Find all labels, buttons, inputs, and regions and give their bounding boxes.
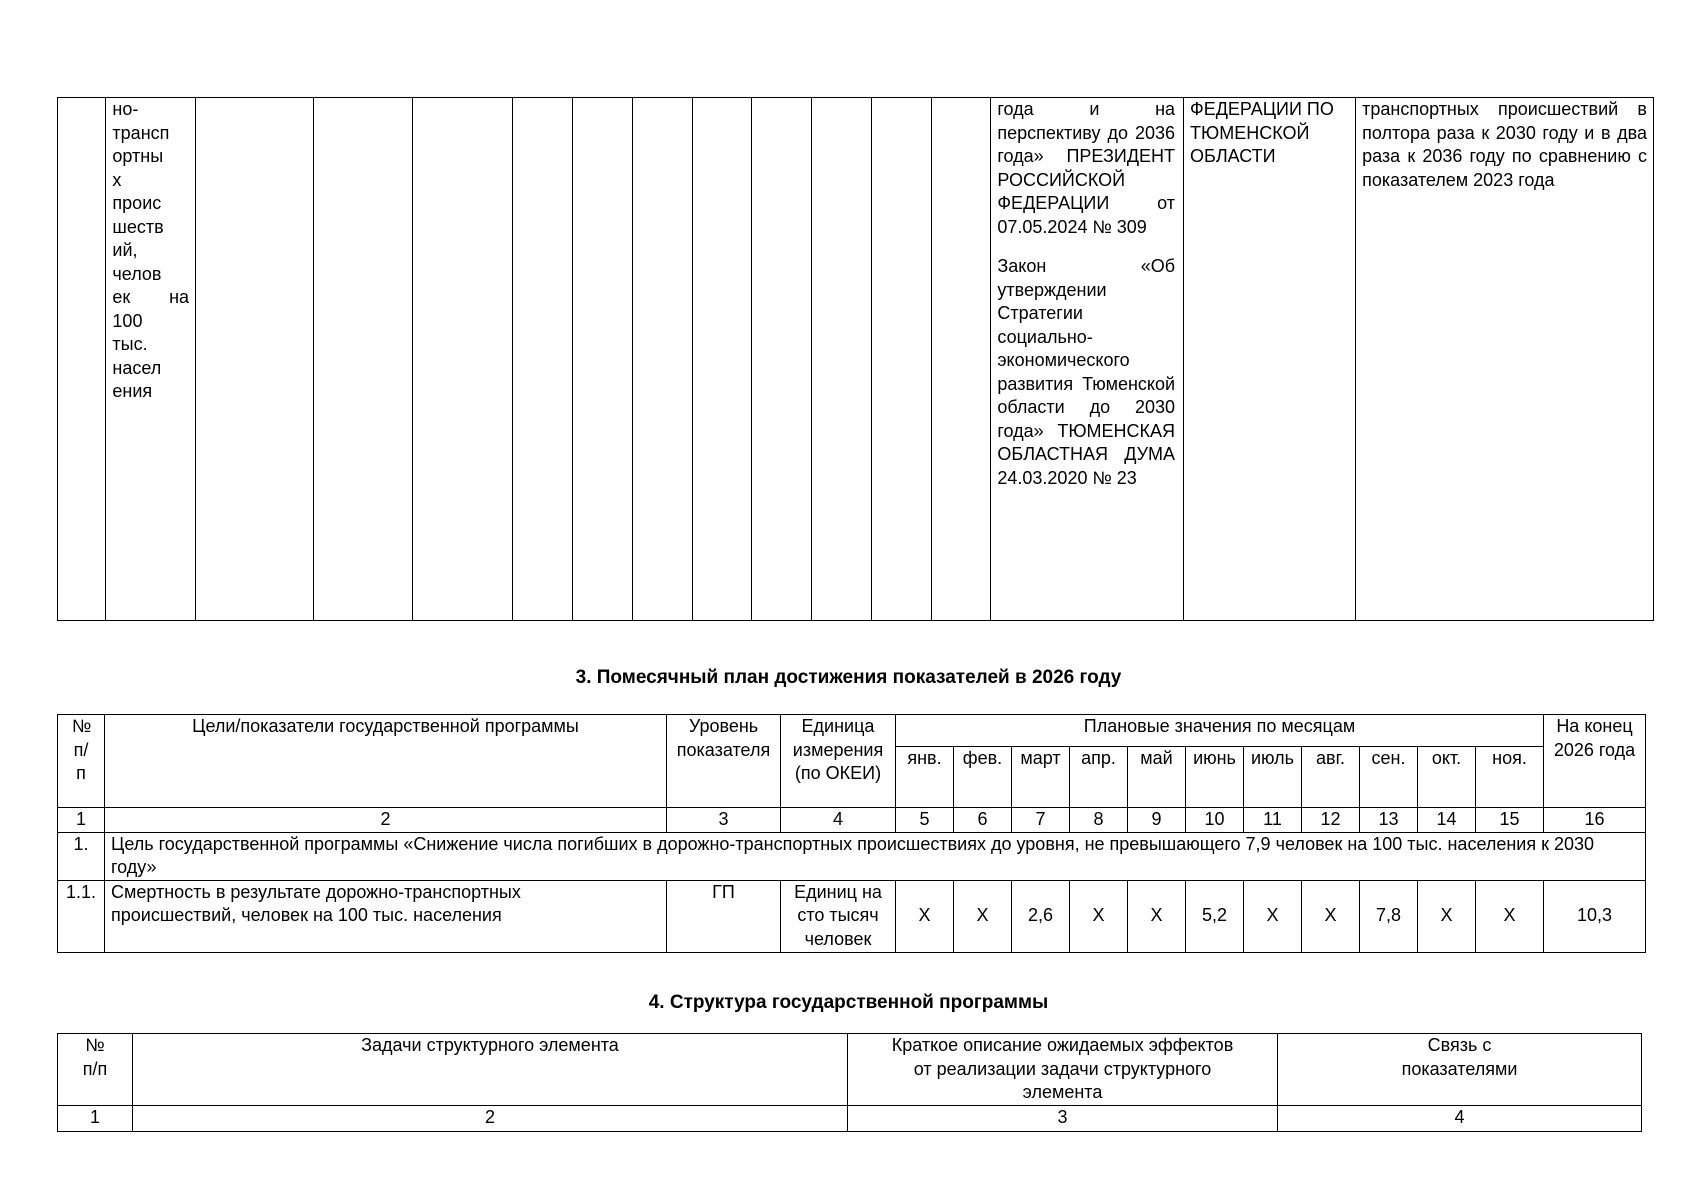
monthly-value: X bbox=[1476, 880, 1544, 952]
header-goals: Цели/показатели государственной программы bbox=[105, 715, 667, 808]
goal-text: Цель государственной программы «Снижение числа погибших в дорожно-транспортных происшествиях до уровня, не превышающего 7,9 человек на 100 тыс. населения к 2030 году» bbox=[105, 832, 1646, 880]
indicator-name-line: 100 bbox=[112, 310, 143, 331]
column-number: 11 bbox=[1244, 808, 1302, 833]
monthly-value: X bbox=[896, 880, 954, 952]
column-number: 1 bbox=[58, 808, 105, 833]
header-unit: Единица измерения (по ОКЕИ) bbox=[781, 715, 896, 808]
month-header: март bbox=[1012, 747, 1070, 808]
column-number: 9 bbox=[1128, 808, 1186, 833]
indicator-name-line: ения bbox=[112, 381, 153, 401]
month-header: июль bbox=[1244, 747, 1302, 808]
column-number: 6 bbox=[954, 808, 1012, 833]
empty-cell bbox=[931, 98, 991, 621]
column-number: 15 bbox=[1476, 808, 1544, 833]
monthly-value: X bbox=[1070, 880, 1128, 952]
month-header: апр. bbox=[1070, 747, 1128, 808]
indicator-name-line: шеств bbox=[112, 216, 164, 237]
column-number: 14 bbox=[1418, 808, 1476, 833]
goal-number: 1. bbox=[58, 832, 105, 880]
column-number: 10 bbox=[1186, 808, 1244, 833]
column-number: 2 bbox=[133, 1105, 848, 1131]
column-number: 4 bbox=[781, 808, 896, 833]
monthly-value: X bbox=[1418, 880, 1476, 952]
source-law: Закон «Об утверждении Стратегии социально-экономического развития Тюменской области до 2030 года» ТЮМЕНСКАЯ ОБЛАСТНАЯ ДУМА 24.03.2020 № 23 bbox=[997, 256, 1176, 488]
indicator-name-fragment bbox=[106, 98, 196, 621]
indicator-name-line: насел bbox=[112, 357, 162, 378]
header-tasks: Задачи структурного элемента bbox=[133, 1034, 848, 1106]
section-3-heading: 3. Помесячный план достижения показателей в 2026 году bbox=[575, 667, 1122, 688]
indicator-name-line: х bbox=[112, 169, 122, 190]
empty-cell bbox=[632, 98, 692, 621]
empty-cell bbox=[413, 98, 513, 621]
indicator-level: ГП bbox=[667, 880, 781, 952]
source-decree: года и на перспективу до 2036 года» ПРЕЗИДЕНТ РОССИЙСКОЙ ФЕДЕРАЦИИ от 07.05.2024 № 309 bbox=[997, 99, 1176, 237]
empty-cell bbox=[513, 98, 573, 621]
program-structure-table bbox=[57, 1033, 1642, 1132]
empty-cell bbox=[812, 98, 872, 621]
monthly-value: 5,2 bbox=[1186, 880, 1244, 952]
monthly-value: X bbox=[954, 880, 1012, 952]
indicator-name-line: ий, bbox=[112, 240, 138, 260]
empty-cell bbox=[871, 98, 931, 621]
column-number: 5 bbox=[896, 808, 954, 833]
indicator-name-line: но- bbox=[112, 99, 139, 119]
month-header: май bbox=[1128, 747, 1186, 808]
month-header: окт. bbox=[1418, 747, 1476, 808]
indicator-name-line: тыс. bbox=[112, 334, 148, 354]
header-number: № п/ п bbox=[58, 715, 105, 808]
indicator-unit: Единиц на сто тысяч человек bbox=[781, 880, 896, 952]
empty-cell bbox=[752, 98, 812, 621]
monthly-value: X bbox=[1244, 880, 1302, 952]
empty-cell bbox=[573, 98, 633, 621]
column-number: 4 bbox=[1278, 1105, 1642, 1131]
column-number: 8 bbox=[1070, 808, 1128, 833]
document-sources-cell bbox=[991, 98, 1184, 621]
month-header: сен. bbox=[1360, 747, 1418, 808]
indicator-number: 1.1. bbox=[58, 880, 105, 952]
header-number: № п/п bbox=[58, 1034, 133, 1106]
monthly-value: 7,8 bbox=[1360, 880, 1418, 952]
indicator-name: Смертность в результате дорожно-транспортных происшествий, человек на 100 тыс. населения bbox=[105, 880, 667, 952]
header-level: Уровень показателя bbox=[667, 715, 781, 808]
monthly-value: X bbox=[1128, 880, 1186, 952]
column-number: 16 bbox=[1544, 808, 1646, 833]
column-number: 3 bbox=[848, 1105, 1278, 1131]
responsible-authority: ФЕДЕРАЦИИ ПО ТЮМЕНСКОЙ ОБЛАСТИ bbox=[1184, 98, 1356, 621]
indicator-name-line: челов bbox=[112, 263, 162, 284]
section-4-heading: 4. Структура государственной программы bbox=[648, 992, 1049, 1013]
month-header: фев. bbox=[954, 747, 1012, 808]
header-monthly-values: Плановые значения по месяцам bbox=[896, 715, 1544, 747]
column-number: 3 bbox=[667, 808, 781, 833]
column-number: 2 bbox=[105, 808, 667, 833]
month-header: июнь bbox=[1186, 747, 1244, 808]
month-header: авг. bbox=[1302, 747, 1360, 808]
column-number: 12 bbox=[1302, 808, 1360, 833]
empty-cell bbox=[313, 98, 413, 621]
empty-cell bbox=[196, 98, 313, 621]
month-header: янв. bbox=[896, 747, 954, 808]
column-number: 1 bbox=[58, 1105, 133, 1131]
indicator-name-line: ортны bbox=[112, 146, 164, 166]
empty-cell bbox=[692, 98, 752, 621]
column-number: 7 bbox=[1012, 808, 1070, 833]
header-effects: Краткое описание ожидаемых эффектов от реализации задачи структурного элемента bbox=[848, 1034, 1278, 1106]
header-indicator-link: Связь с показателями bbox=[1278, 1034, 1642, 1106]
monthly-plan-table bbox=[57, 714, 1646, 953]
column-number: 13 bbox=[1360, 808, 1418, 833]
monthly-value: X bbox=[1302, 880, 1360, 952]
monthly-value: 2,6 bbox=[1012, 880, 1070, 952]
indicator-description: транспортных происшествий в полтора раза к 2030 году и в два раза к 2036 году по сравнению с показателем 2023 года bbox=[1356, 98, 1654, 621]
header-year-end: На конец 2026 года bbox=[1544, 715, 1646, 808]
indicator-name-line: ек на bbox=[112, 287, 190, 307]
month-header: ноя. bbox=[1476, 747, 1544, 808]
year-end-value: 10,3 bbox=[1544, 880, 1646, 952]
indicators-table-continuation bbox=[57, 97, 1654, 621]
indicator-name-line: проис bbox=[112, 193, 162, 213]
empty-cell bbox=[58, 98, 106, 621]
indicator-name-line: трансп bbox=[112, 122, 170, 143]
